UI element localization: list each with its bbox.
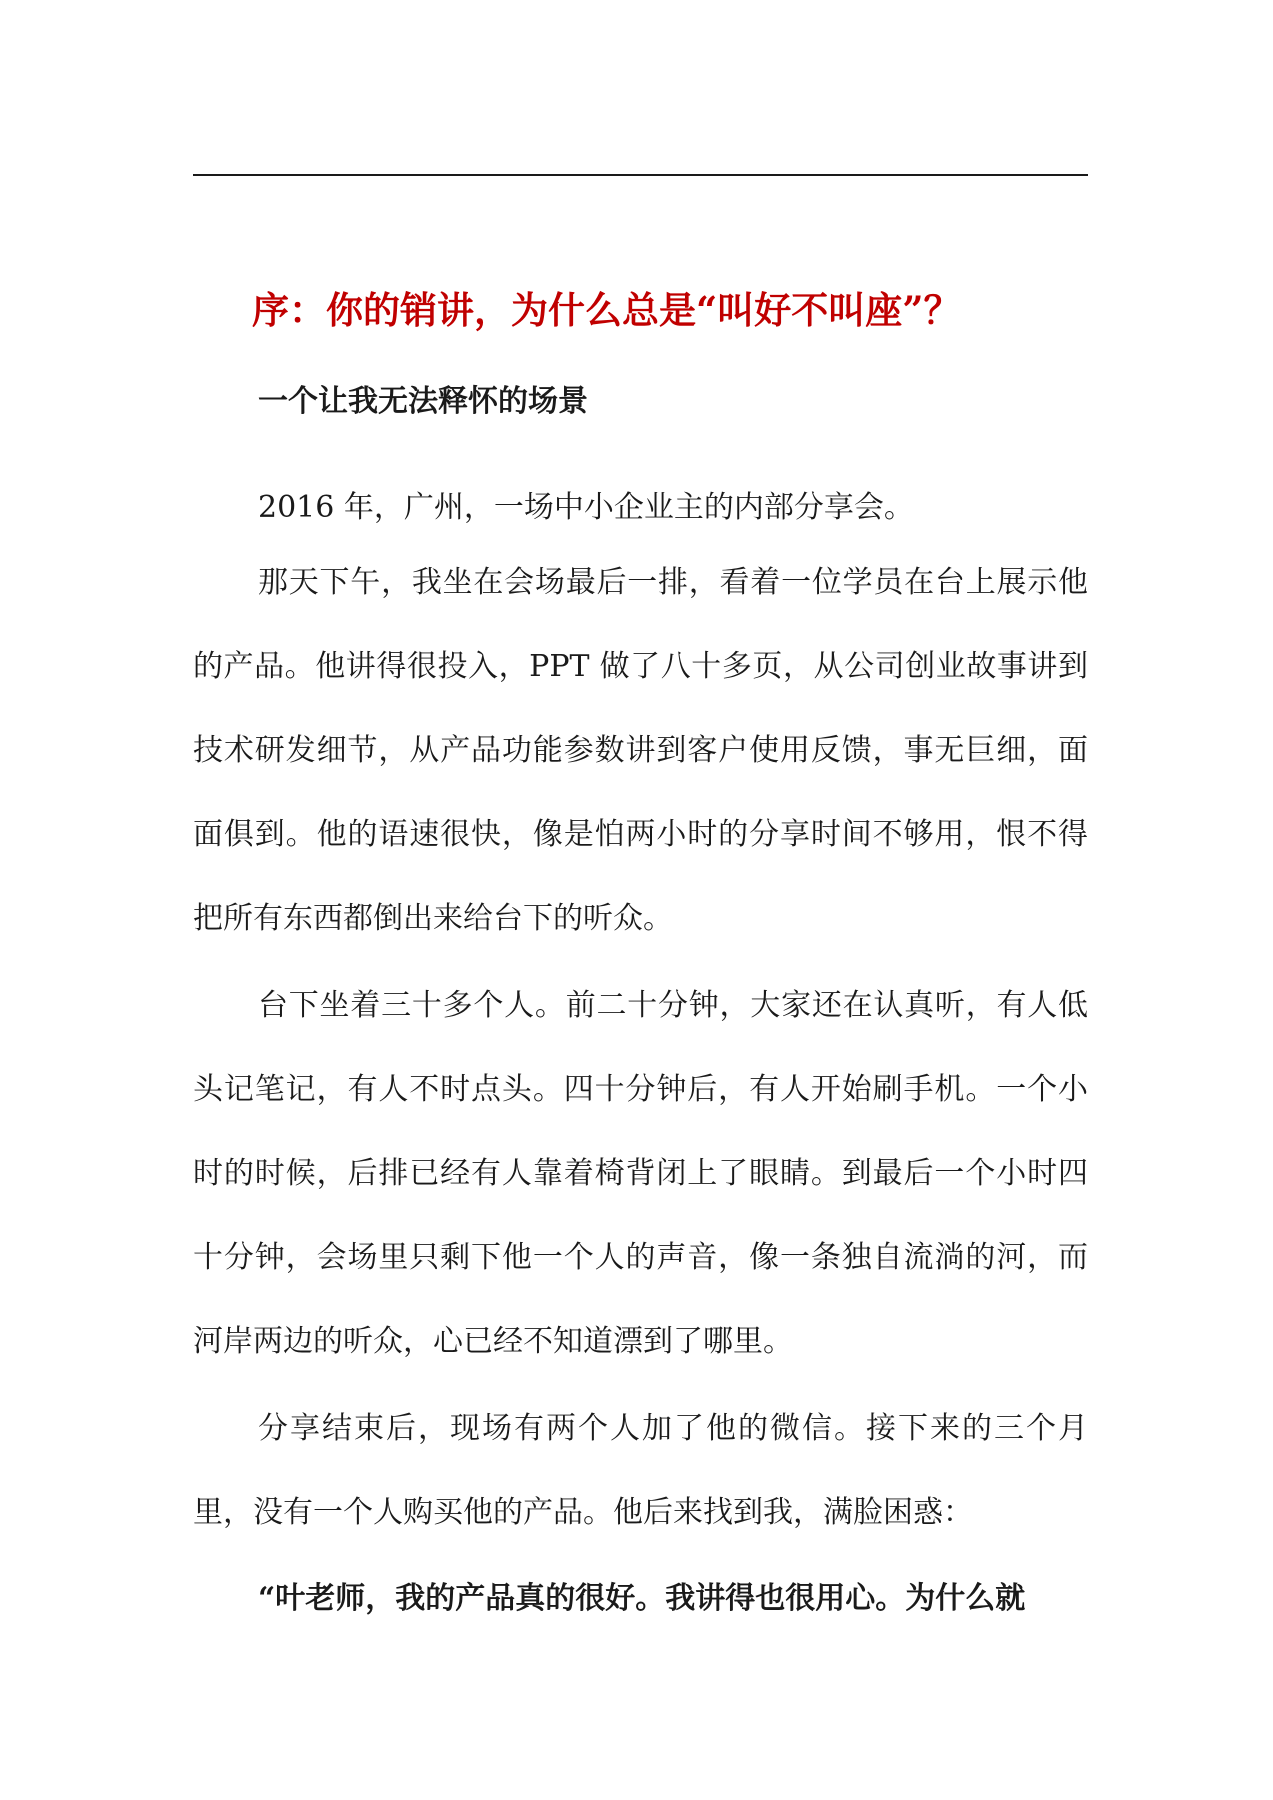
paragraph-2: 那天下午，我坐在会场最后一排，看着一位学员在台上展示他的产品。他讲得很投入，PPT 做了八十多页，从公司创业故事讲到技术研发细节，从产品功能参数讲到客户使用反馈，事无巨细，面面俱到。他的语速很快，像是怕两小时的分享时间不够用，恨不得把所有东西都倒出来给台下的听众。 xyxy=(193,565,1088,936)
quote-paragraph: “叶老师，我的产品真的很好。我讲得也很用心。为什么就 xyxy=(258,1581,1026,1616)
section-heading: 一个让我无法释怀的场景 xyxy=(258,384,588,419)
paragraph-3: 台下坐着三十多个人。前二十分钟，大家还在认真听，有人低头记笔记，有人不时点头。四十分钟后，有人开始刷手机。一个小时的时候，后排已经有人靠着椅背闭上了眼睛。到最后一个小时四十分钟，会场里只剩下他一个人的声音，像一条独自流淌的河，而河岸两边的听众，心已经不知道漂到了哪里。 xyxy=(193,988,1088,1359)
chapter-title: 序：你的销讲，为什么总是“叫好不叫座”？ xyxy=(252,288,961,332)
paragraph-4: 分享结束后，现场有两个人加了他的微信。接下来的三个月里，没有一个人购买他的产品。他后来找到我，满脸困惑： xyxy=(193,1411,1088,1530)
paragraph-1: 2016 年，广州，一场中小企业主的内部分享会。 xyxy=(258,490,914,525)
header-rule xyxy=(193,174,1088,176)
